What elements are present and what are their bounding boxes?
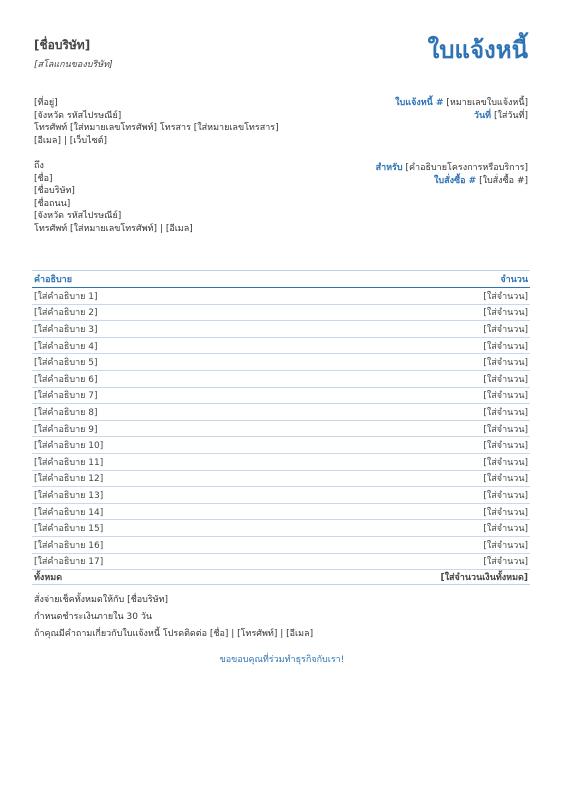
- bill-to-name: [ชื่อ]: [34, 173, 53, 184]
- po-label: ใบสั่งซื้อ #: [434, 175, 477, 186]
- table-row: [32, 420, 530, 437]
- total-value: [ใส่จำนวนเงินทั้งหมด]: [253, 570, 530, 585]
- invoice-date-row: [395, 110, 528, 123]
- row-description: [ใส่คำอธิบาย 16]: [32, 536, 253, 553]
- row-amount: [ใส่จำนวน]: [253, 487, 530, 504]
- row-amount: [ใส่จำนวน]: [253, 520, 530, 537]
- table-row: [32, 503, 530, 520]
- row-description: [ใส่คำอธิบาย 7]: [32, 387, 253, 404]
- thank-you-message: ขอขอบคุณที่ร่วมทำธุรกิจกับเรา!: [219, 655, 345, 665]
- note-payable: สั่งจ่ายเช็คทั้งหมดให้กับ [ชื่อบริษัท]: [34, 595, 169, 605]
- invoice-items-table: [32, 270, 530, 585]
- row-amount: [ใส่จำนวน]: [253, 503, 530, 520]
- table-row: [32, 437, 530, 454]
- sender-block: [34, 97, 279, 147]
- row-description: [ใส่คำอธิบาย 3]: [32, 321, 253, 338]
- for-value: [คำอธิบายโครงการหรือบริการ]: [405, 163, 528, 173]
- table-row: [32, 404, 530, 421]
- total-row: [32, 570, 530, 585]
- table-row: [32, 387, 530, 404]
- col-description-header: คำอธิบาย: [32, 271, 253, 288]
- row-description: [ใส่คำอธิบาย 14]: [32, 503, 253, 520]
- po-row: [376, 175, 528, 188]
- table-row: [32, 536, 530, 553]
- row-description: [ใส่คำอธิบาย 8]: [32, 404, 253, 421]
- row-amount: [ใส่จำนวน]: [253, 536, 530, 553]
- company-slogan: [สโลแกนของบริษัท]: [34, 60, 113, 70]
- table-row: [32, 487, 530, 504]
- row-description: [ใส่คำอธิบาย 5]: [32, 354, 253, 371]
- row-amount: [ใส่จำนวน]: [253, 304, 530, 321]
- table-row: [32, 304, 530, 321]
- project-meta: [376, 162, 528, 187]
- sender-address: [ที่อยู่]: [34, 98, 58, 108]
- bill-to-city-zip: [จังหวัด รหัสไปรษณีย์]: [34, 211, 122, 221]
- payment-notes: [34, 592, 313, 643]
- row-amount: [ใส่จำนวน]: [253, 420, 530, 437]
- invoice-number-label: ใบแจ้งหนี้ #: [395, 98, 444, 108]
- company-name: [ชื่อบริษัท]: [34, 38, 91, 52]
- invoice-number-row: [395, 97, 528, 110]
- row-amount: [ใส่จำนวน]: [253, 370, 530, 387]
- row-description: [ใส่คำอธิบาย 4]: [32, 337, 253, 354]
- row-amount: [ใส่จำนวน]: [253, 553, 530, 570]
- row-description: [ใส่คำอธิบาย 11]: [32, 453, 253, 470]
- bill-to-block: [34, 160, 193, 235]
- row-amount: [ใส่จำนวน]: [253, 337, 530, 354]
- table-row: [32, 288, 530, 305]
- row-description: [ใส่คำอธิบาย 6]: [32, 370, 253, 387]
- col-amount-header: จำนวน: [253, 271, 530, 288]
- sender-phone-fax: โทรศัพท์ [ใส่หมายเลขโทรศัพท์] โทรสาร [ใส่หมายเลขโทรสาร]: [34, 123, 279, 133]
- table-row: [32, 470, 530, 487]
- table-row: [32, 553, 530, 570]
- table-header-row: [32, 271, 530, 288]
- row-amount: [ใส่จำนวน]: [253, 387, 530, 404]
- row-amount: [ใส่จำนวน]: [253, 288, 530, 305]
- table-row: [32, 370, 530, 387]
- po-value: [ใบสั่งซื้อ #]: [479, 175, 528, 186]
- table-body: [32, 288, 530, 570]
- row-amount: [ใส่จำนวน]: [253, 321, 530, 338]
- invoice-date-value: [ใส่วันที่]: [493, 110, 528, 121]
- row-amount: [ใส่จำนวน]: [253, 437, 530, 454]
- note-contact: ถ้าคุณมีคำถามเกี่ยวกับใบแจ้งหนี้ โปรดติดต่อ [ชื่อ] | [โทรศัพท์] | [อีเมล]: [34, 629, 314, 639]
- row-description: [ใส่คำอธิบาย 13]: [32, 487, 253, 504]
- invoice-title: ใบแจ้งหนี้: [427, 36, 528, 64]
- table-row: [32, 337, 530, 354]
- row-amount: [ใส่จำนวน]: [253, 354, 530, 371]
- note-terms: กำหนดชำระเงินภายใน 30 วัน: [34, 612, 153, 622]
- row-amount: [ใส่จำนวน]: [253, 453, 530, 470]
- bill-to-company: [ชื่อบริษัท]: [34, 186, 75, 196]
- sender-city-zip: [จังหวัด รหัสไปรษณีย์]: [34, 110, 122, 121]
- row-description: [ใส่คำอธิบาย 2]: [32, 304, 253, 321]
- row-amount: [ใส่จำนวน]: [253, 404, 530, 421]
- row-description: [ใส่คำอธิบาย 9]: [32, 420, 253, 437]
- sender-email-web: [อีเมล] | [เว็บไซต์]: [34, 135, 108, 146]
- row-description: [ใส่คำอธิบาย 15]: [32, 520, 253, 537]
- for-label: สำหรับ: [375, 163, 403, 173]
- table-row: [32, 354, 530, 371]
- row-amount: [ใส่จำนวน]: [253, 470, 530, 487]
- row-description: [ใส่คำอธิบาย 12]: [32, 470, 253, 487]
- for-row: [376, 162, 528, 175]
- table-row: [32, 453, 530, 470]
- table-row: [32, 520, 530, 537]
- row-description: [ใส่คำอธิบาย 10]: [32, 437, 253, 454]
- invoice-number-value: [หมายเลขใบแจ้งหนี้]: [446, 98, 528, 108]
- invoice-date-label: วันที่: [473, 110, 492, 121]
- row-description: [ใส่คำอธิบาย 1]: [32, 288, 253, 305]
- bill-to-street: [ชื่อถนน]: [34, 198, 71, 209]
- row-description: [ใส่คำอธิบาย 17]: [32, 553, 253, 570]
- total-label: ทั้งหมด: [32, 570, 253, 585]
- bill-to-contact: โทรศัพท์ [ใส่หมายเลขโทรศัพท์] | [อีเมล]: [34, 223, 193, 234]
- bill-to-heading: ถึง: [34, 161, 44, 171]
- table-row: [32, 321, 530, 338]
- invoice-meta: [395, 97, 528, 122]
